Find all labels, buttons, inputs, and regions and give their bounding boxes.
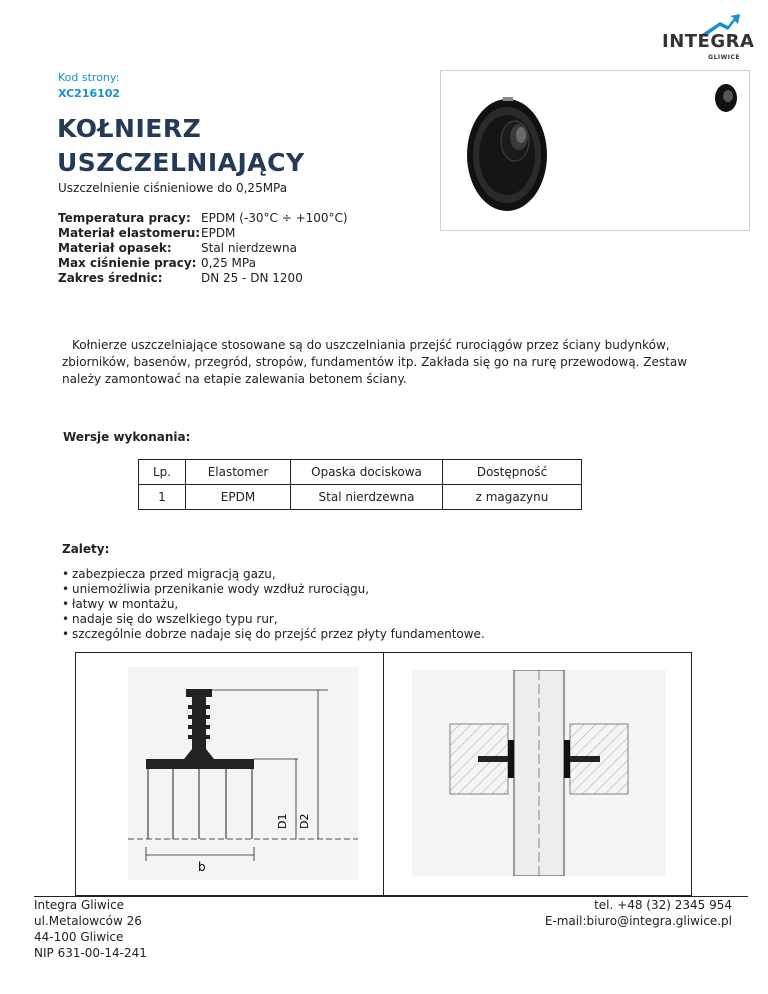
spec-label: Materiał opasek: bbox=[58, 241, 172, 255]
spec-value: 0,25 MPa bbox=[201, 256, 256, 270]
spec-value: DN 25 - DN 1200 bbox=[201, 271, 303, 285]
footer-street: ul.Metalowców 26 bbox=[34, 914, 142, 928]
sealing-flange-image bbox=[441, 71, 751, 232]
page-title: KOŁNIERZ USZCZELNIAJĄCY bbox=[57, 114, 305, 177]
advantages-heading: Zalety: bbox=[62, 542, 110, 556]
footer-email: E-mail:biuro@integra.gliwice.pl bbox=[544, 914, 732, 928]
versions-table bbox=[138, 459, 582, 510]
company-logo bbox=[662, 14, 755, 61]
page-subtitle: Uszczelnienie ciśnieniowe do 0,25MPa bbox=[58, 181, 288, 195]
list-item: • łatwy w montażu, bbox=[62, 597, 485, 612]
footer-nip: NIP 631-00-14-241 bbox=[34, 946, 147, 960]
spec-label: Materiał elastomeru: bbox=[58, 226, 201, 240]
table-header-cell: Opaska dociskowa bbox=[291, 460, 443, 485]
footer-contact bbox=[545, 897, 732, 929]
spec-row bbox=[58, 241, 348, 256]
table-cell: z magazynu bbox=[443, 485, 582, 510]
footer-city: 44-100 Gliwice bbox=[34, 930, 124, 944]
dimension-d2-label: D2 bbox=[298, 813, 311, 829]
spec-row bbox=[58, 271, 348, 286]
footer-address bbox=[34, 897, 147, 961]
table-cell: EPDM bbox=[186, 485, 291, 510]
technical-drawings bbox=[75, 652, 692, 896]
list-item: • uniemożliwia przenikanie wody wzdłuż rurociągu, bbox=[62, 582, 485, 597]
logo-name: INTEGRA bbox=[662, 31, 755, 52]
list-item: • nadaje się do wszelkiego typu rur, bbox=[62, 612, 485, 627]
table-header-row bbox=[139, 460, 582, 485]
spec-row bbox=[58, 226, 348, 241]
table-header-cell: Elastomer bbox=[186, 460, 291, 485]
specs-list bbox=[58, 211, 348, 286]
dimension-d1-label: D1 bbox=[276, 813, 289, 829]
spec-row bbox=[58, 256, 348, 271]
footer-company: Integra Gliwice bbox=[34, 898, 125, 912]
table-cell: Stal nierdzewna bbox=[291, 485, 443, 510]
versions-heading: Wersje wykonania: bbox=[63, 430, 191, 444]
advantages-list bbox=[62, 567, 485, 642]
spec-label: Max ciśnienie pracy: bbox=[58, 256, 197, 270]
spec-value: Stal nierdzewna bbox=[201, 241, 297, 255]
spec-value: EPDM bbox=[201, 226, 236, 240]
wall-installation-drawing bbox=[412, 670, 666, 876]
spec-value: EPDM (-30°C ÷ +100°C) bbox=[201, 211, 348, 225]
page-code-label: Kod strony: bbox=[58, 71, 120, 84]
table-cell: 1 bbox=[139, 485, 186, 510]
list-item: • szczególnie dobrze nadaje się do przejść przez płyty fundamentowe. bbox=[62, 627, 485, 642]
footer-phone: tel. +48 (32) 2345 954 bbox=[594, 898, 732, 912]
page-code: XC216102 bbox=[58, 87, 121, 100]
spec-label: Zakres średnic: bbox=[58, 271, 163, 285]
table-row bbox=[139, 485, 582, 510]
table-header-cell: Lp. bbox=[139, 460, 186, 485]
product-photo bbox=[440, 70, 750, 231]
list-item: • zabezpiecza przed migracją gazu, bbox=[62, 567, 485, 582]
drawing-divider bbox=[383, 653, 384, 895]
spec-row bbox=[58, 211, 348, 226]
table-header-cell: Dostępność bbox=[443, 460, 582, 485]
logo-sub: GLIWICE bbox=[708, 54, 740, 61]
dimension-b-label: b bbox=[198, 860, 206, 874]
spec-label: Temperatura pracy: bbox=[58, 211, 191, 225]
flange-dimension-drawing bbox=[128, 667, 358, 880]
product-description: Kołnierze uszczelniające stosowane są do uszczelniania przejść rurociągów przez ściany budynków, zbiorników, basenów, przegród, stropów, fundamentów itp. Zakłada się go na rurę przewodową. Zestaw należy zamontować na etapie zalewania betonem ściany. bbox=[62, 338, 688, 386]
